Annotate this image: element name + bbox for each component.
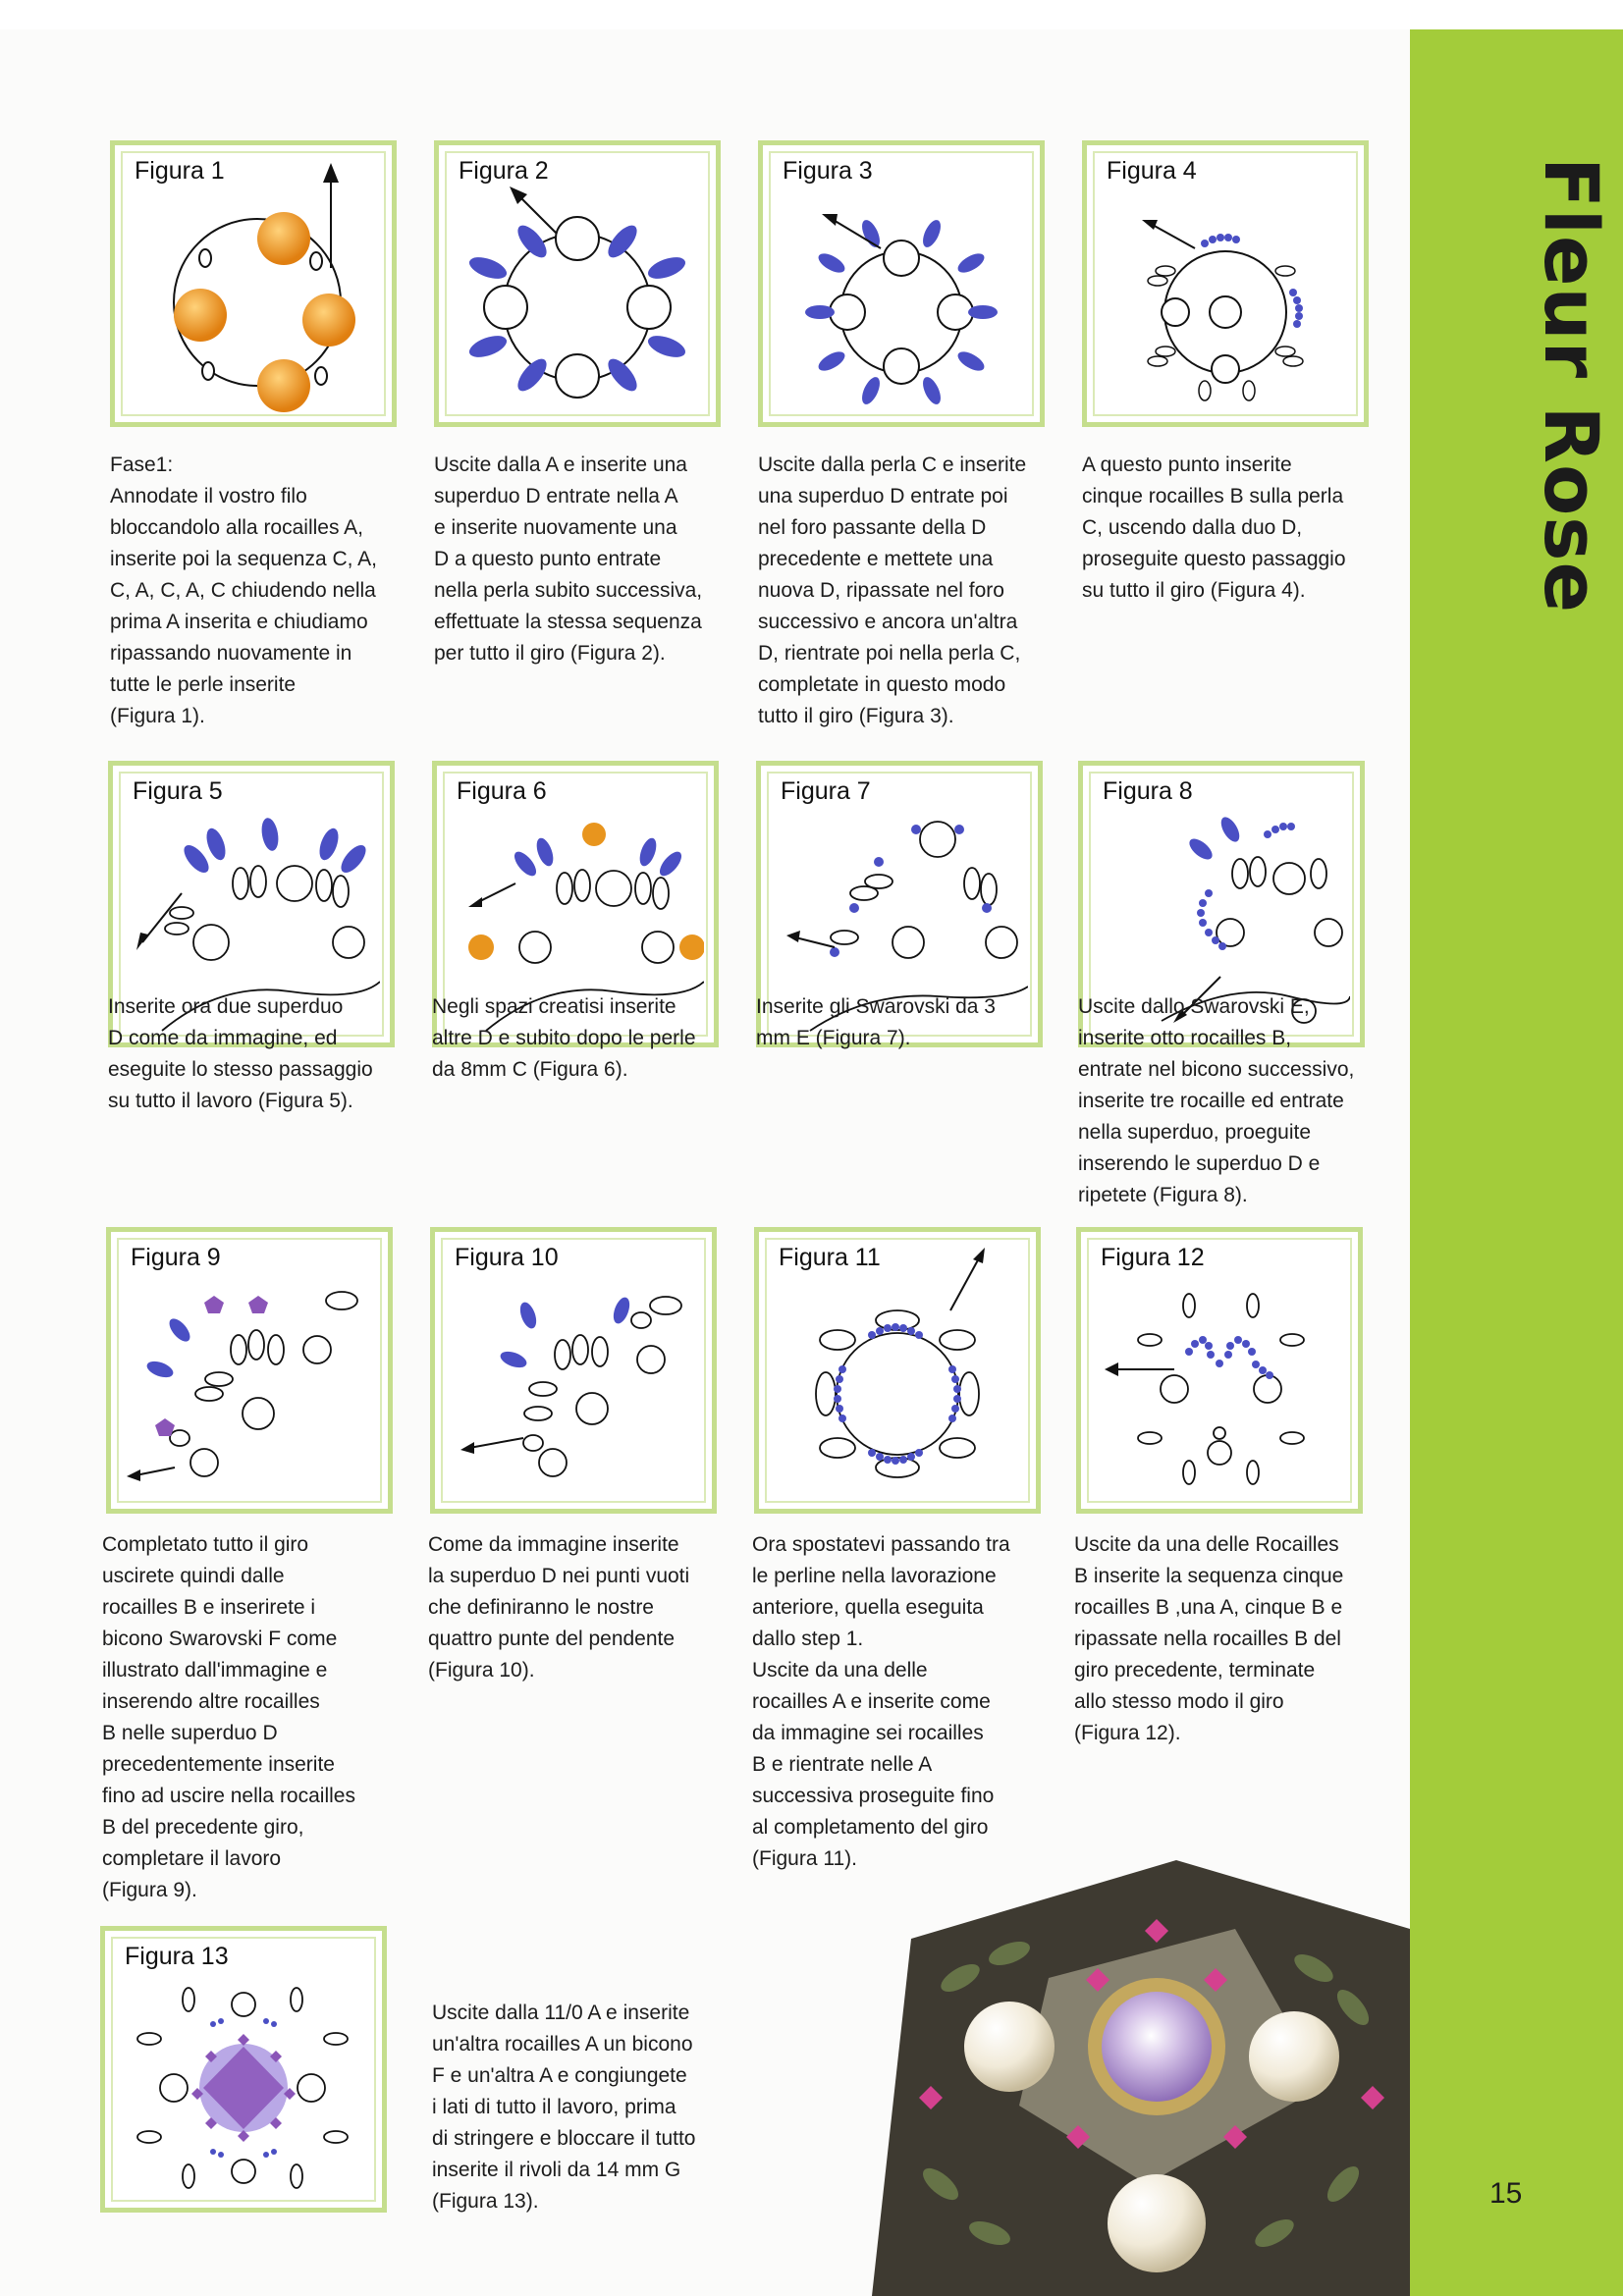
figure-label: Figura 4 (1107, 157, 1197, 185)
figure-1-caption: Fase1: Annodate il vostro filo bloccandolo alla rocailles A, inserite poi la sequenza C, A, C, A, C, A, C chiudendo nella prima A inserita e chiudiamo ripassando nuovamente in tutte le perle inserite (Figura 1). (110, 454, 377, 727)
figure-9-caption: Completato tutto il giro uscirete quindi dalle rocailles B e inserirete i bicono Swarovski F come illustrato dall'immagine e inserendo altre rocailles B nelle superduo D precedentemente inserite fino ad uscire nella rocailles B del precedente giro, completare il lavoro (Figura 9). (102, 1533, 355, 1901)
figure-4-caption: A questo punto inserite cinque rocailles B sulla perla C, uscendo dalla duo D, proseguite questo passaggio su tutto il giro (Figura 4). (1082, 454, 1346, 602)
figure-label: Figura 2 (459, 157, 549, 185)
figure-13-diagram (115, 1941, 372, 2198)
figure-13 (100, 1926, 387, 2213)
figure-2-caption: Uscite dalla A e inserite una superduo D entrate nella A e inserite nuovamente una D a questo punto entrate nella perla subito successiva, effettuate la stessa sequenza per tutto il giro (Figura 2). (434, 454, 703, 665)
figure-4 (1082, 140, 1369, 427)
figure-10 (430, 1227, 717, 1514)
figure-label: Figura 1 (135, 157, 225, 185)
figure-3 (758, 140, 1045, 427)
figure-10-caption: Come da immagine inserite la superduo D nei punti vuoti che definiranno le nostre quattro punte del pendente (Figura 10). (428, 1533, 690, 1682)
figure-3-diagram (773, 155, 1030, 412)
figure-label: Figura 11 (779, 1244, 881, 1271)
figure-3-caption: Uscite dalla perla C e inserite una superduo D entrate poi nel foro passante della D precedente e mettete una nuova D, ripassate nel foro successivo e ancora un'altra D, rientrate poi nella perla C, completate in questo modo tutto il giro (Figura 3). (758, 454, 1027, 727)
figure-6-caption: Negli spazi creatisi inserite altre D e subito dopo le perle da 8mm C (Figura 6). (432, 995, 696, 1081)
figure-8-caption: Uscite dallo Swarovski E, inserite otto rocailles B, entrate nel bicono successivo, inserite tre rocaille ed entrate nella superduo, proeguite inserendo le superduo D e ripetete (Figura 8). (1078, 995, 1355, 1206)
figure-9 (106, 1227, 393, 1514)
page-number: 15 (1489, 2177, 1523, 2210)
figure-label: Figura 13 (125, 1943, 229, 1970)
figure-label: Figura 6 (457, 777, 547, 805)
figure-7-caption: Inserite gli Swarovski da 3 mm E (Figura 7). (756, 995, 996, 1049)
figure-4-diagram (1097, 155, 1354, 412)
finished-pendant-photo (852, 1860, 1410, 2296)
figure-label: Figura 10 (455, 1244, 559, 1271)
figure-5-caption: Inserite ora due superduo D come da immagine, ed eseguite lo stesso passaggio su tutto il lavoro (Figura 5). (108, 995, 373, 1112)
figure-label: Figura 8 (1103, 777, 1193, 805)
figure-13-caption: Uscite dalla 11/0 A e inserite un'altra rocailles A un bicono F e un'altra A e congiungete i lati di tutto il lavoro, prima di stringere e bloccare il tutto inserite il rivoli da 14 mm G (Figura 13). (432, 2002, 696, 2213)
figure-10-diagram (445, 1242, 702, 1499)
figure-label: Figura 12 (1101, 1244, 1205, 1271)
figure-label: Figura 3 (783, 157, 873, 185)
page-top-band (0, 0, 1623, 29)
figure-11-caption: Ora spostatevi passando tra le perline nella lavorazione anteriore, quella eseguita dallo step 1. Uscite da una delle rocailles A e inserite come da immagine sei rocailles B e rientrate nelle A successiva proseguite fino al completamento del giro (Figura 11). (752, 1533, 1010, 1870)
figure-2-diagram (449, 155, 706, 412)
figure-label: Figura 9 (131, 1244, 221, 1271)
figure-11-diagram (769, 1242, 1026, 1499)
figure-1 (110, 140, 397, 427)
figure-9-diagram (121, 1242, 378, 1499)
page-title (1537, 157, 1615, 363)
figure-12 (1076, 1227, 1363, 1514)
figure-12-caption: Uscite da una delle Rocailles B inserite la sequenza cinque rocailles B ,una A, cinque B e ripassate nella rocailles B del giro precedente, terminate allo stesso modo il giro (Figura 12). (1074, 1533, 1344, 1744)
figure-2 (434, 140, 721, 427)
figure-11 (754, 1227, 1041, 1514)
figure-1-diagram (125, 155, 382, 412)
figure-label: Figura 7 (781, 777, 871, 805)
figure-12-diagram (1091, 1242, 1348, 1499)
figure-label: Figura 5 (133, 777, 223, 805)
